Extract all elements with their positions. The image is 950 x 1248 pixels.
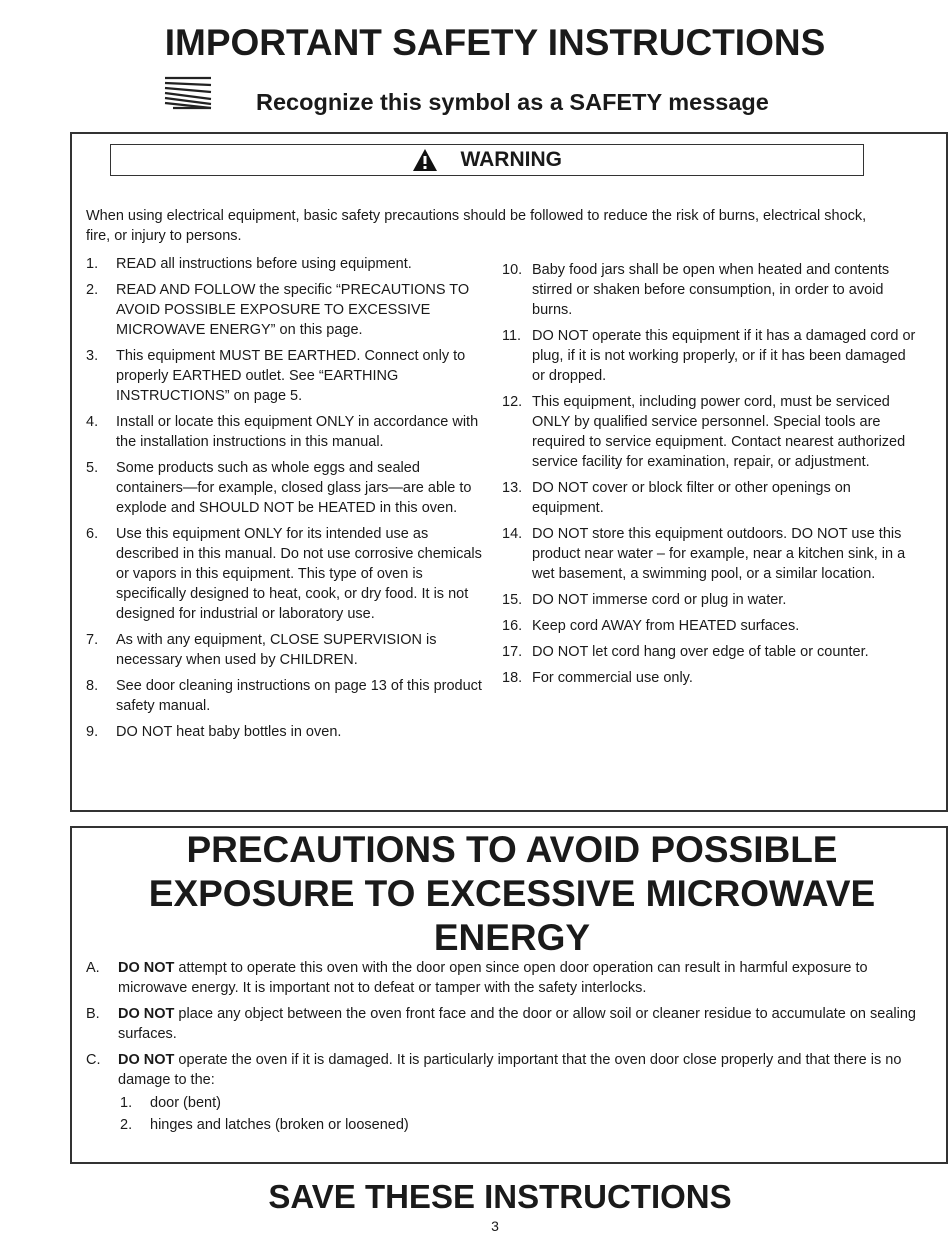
list-item <box>502 524 922 584</box>
warning-intro: When using electrical equipment, basic safety precautions should be followed to reduce the risk of burns, electrical shock, fire, or injury to persons. <box>86 208 867 244</box>
list-item <box>502 326 922 386</box>
list-item <box>86 254 486 274</box>
list-item <box>86 676 486 716</box>
item-text: operate the oven if it is damaged. It is particularly important that the oven door close properly and that there is no damage to the: <box>118 1052 902 1088</box>
list-item <box>502 590 922 610</box>
item-text: door (bent) <box>150 1095 221 1111</box>
item-text: DO NOT store this equipment outdoors. DO NOT use this product near water – for example, near a kitchen sink, in a wet basement, a swimming pool, or a similar location. <box>532 526 906 582</box>
precautions-title <box>92 828 932 960</box>
item-number: 14. <box>502 526 523 542</box>
item-text: Install or locate this equipment ONLY in accordance with the installation instructions in this manual. <box>116 414 479 450</box>
safety-symbol-row <box>163 74 883 114</box>
item-text: DO NOT heat baby bottles in oven. <box>116 724 342 740</box>
precautions-section <box>70 826 948 1164</box>
warning-triangle-icon <box>412 148 438 172</box>
item-text: See door cleaning instructions on page 13 of this product safety manual. <box>116 678 482 714</box>
item-text: READ all instructions before using equipment. <box>116 256 412 272</box>
warning-list-left <box>86 254 486 748</box>
item-number: 2. <box>120 1117 133 1133</box>
list-item <box>86 630 486 670</box>
page-number: 3 <box>491 1218 499 1234</box>
list-item <box>502 392 922 472</box>
list-item <box>86 524 486 624</box>
item-number: 18. <box>502 670 523 686</box>
item-number: 15. <box>502 592 523 608</box>
list-item <box>86 958 916 998</box>
item-text: For commercial use only. <box>532 670 693 686</box>
item-number: 12. <box>502 394 523 410</box>
list-item <box>502 478 922 518</box>
item-text: DO NOT operate this equipment if it has a damaged cord or plug, if it is not working properly, or if it has been damaged or dropped. <box>532 328 916 384</box>
item-emphasis: DO NOT <box>118 1052 175 1068</box>
item-number: 11. <box>502 328 522 344</box>
list-item <box>86 1004 916 1044</box>
item-text: place any object between the oven front face and the door or allow soil or cleaner residue to accumulate on sealing surfaces. <box>118 1006 916 1042</box>
list-item <box>86 412 486 452</box>
item-number: 6. <box>86 526 99 542</box>
item-number: 2. <box>86 282 99 298</box>
save-instructions-heading: SAVE THESE INSTRUCTIONS <box>268 1178 732 1215</box>
item-text: As with any equipment, CLOSE SUPERVISION is necessary when used by CHILDREN. <box>116 632 437 668</box>
item-text: Baby food jars shall be open when heated and contents stirred or shaken before consumption, in order to avoid burns. <box>532 262 890 318</box>
item-text: Some products such as whole eggs and sealed containers—for example, closed glass jars—are able to explode and SHOULD NOT be HEATED in this oven. <box>116 460 472 516</box>
item-text: hinges and latches (broken or loosened) <box>150 1117 409 1133</box>
list-item <box>502 260 922 320</box>
list-item <box>502 616 922 636</box>
page-title: IMPORTANT SAFETY INSTRUCTIONS <box>164 22 826 63</box>
list-item <box>502 642 922 662</box>
item-number: 16. <box>502 618 523 634</box>
precautions-title-line: ENERGY <box>433 917 591 958</box>
list-item <box>502 668 922 688</box>
item-letter: A. <box>86 960 100 976</box>
list-item <box>86 280 486 340</box>
warning-header <box>110 144 864 176</box>
precautions-title-line: EXPOSURE TO EXCESSIVE MICROWAVE <box>148 873 876 914</box>
item-emphasis: DO NOT <box>118 960 175 976</box>
item-number: 9. <box>86 724 99 740</box>
precautions-list <box>86 958 916 1096</box>
item-text: attempt to operate this oven with the door open since open door operation can result in harmful exposure to microwave energy. It is important not to defeat or tamper with the safety interlocks. <box>118 960 868 996</box>
warning-list-right <box>502 260 922 694</box>
item-number: 13. <box>502 480 523 496</box>
list-item <box>120 1114 409 1136</box>
item-text: This equipment, including power cord, must be serviced ONLY by qualified service personnel. Special tools are required to service equipment. Contact nearest authorized service facility for examination, repair, or adjustment. <box>532 394 906 470</box>
warning-label: WARNING <box>460 148 562 171</box>
item-text: DO NOT cover or block filter or other openings on equipment. <box>532 480 851 516</box>
item-number: 17. <box>502 644 523 660</box>
list-item <box>86 458 486 518</box>
item-text: Use this equipment ONLY for its intended use as described in this manual. Do not use corrosive chemicals or vapors in this equipment. This type of oven is specifically designed to heat, cook, or dry food. It is not designed for industrial or laboratory use. <box>116 526 482 622</box>
item-number: 7. <box>86 632 99 648</box>
safety-symbol-icon <box>163 74 213 110</box>
item-number: 10. <box>502 262 523 278</box>
item-number: 1. <box>86 256 99 272</box>
item-number: 4. <box>86 414 99 430</box>
precautions-title-line: PRECAUTIONS TO AVOID POSSIBLE <box>186 829 838 870</box>
item-text: READ AND FOLLOW the specific “PRECAUTIONS TO AVOID POSSIBLE EXPOSURE TO EXCESSIVE MICROWAVE ENERGY” on this page. <box>116 282 470 338</box>
warning-section <box>70 132 948 812</box>
list-item <box>86 1050 916 1090</box>
list-item <box>120 1092 409 1114</box>
item-emphasis: DO NOT <box>118 1006 175 1022</box>
item-letter: C. <box>86 1052 101 1068</box>
item-number: 8. <box>86 678 99 694</box>
item-text: DO NOT immerse cord or plug in water. <box>532 592 787 608</box>
item-number: 3. <box>86 348 99 364</box>
item-text: This equipment MUST BE EARTHED. Connect only to properly EARTHED outlet. See “EARTHING INSTRUCTIONS” on page 5. <box>116 348 466 404</box>
item-text: DO NOT let cord hang over edge of table or counter. <box>532 644 869 660</box>
safety-symbol-caption: Recognize this symbol as a SAFETY message <box>256 89 769 115</box>
list-item <box>86 722 486 742</box>
item-number: 1. <box>120 1095 133 1111</box>
item-text: Keep cord AWAY from HEATED surfaces. <box>532 618 800 634</box>
list-item <box>86 346 486 406</box>
item-letter: B. <box>86 1006 100 1022</box>
item-number: 5. <box>86 460 99 476</box>
damage-sublist <box>120 1092 409 1136</box>
